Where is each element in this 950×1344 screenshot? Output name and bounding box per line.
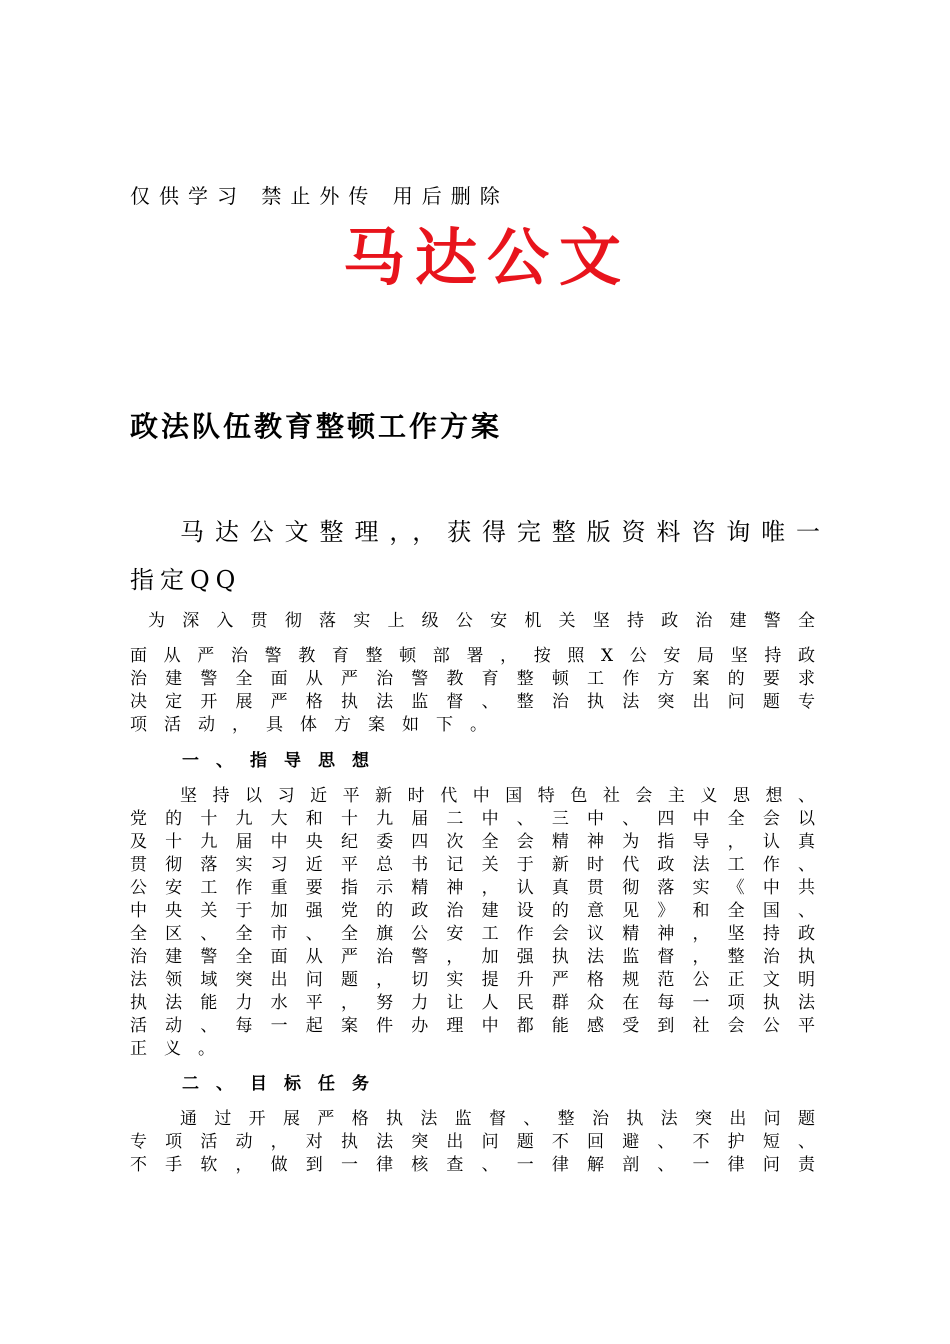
promo-line-1: 马达公文整理，，获得完整版资料咨询唯一 bbox=[180, 518, 820, 546]
section1-line: 贯彻落实习近平总书记关于新时代政法工作、 bbox=[130, 855, 815, 875]
section1-line: 法领域突出问题，切实提升严格规范公正文明 bbox=[130, 970, 815, 990]
document-title: 政法队伍教育整顿工作方案 bbox=[130, 410, 503, 443]
intro-line: 项活动，具体方案如下。 bbox=[130, 715, 504, 735]
intro-line: 治建警全面从严治警教育整顿工作方案的要求 bbox=[130, 669, 815, 689]
section1-line: 正义。 bbox=[130, 1039, 232, 1059]
section1-line: 治建警全面从严治警，加强执法监督，整治执 bbox=[130, 947, 815, 967]
intro-line: 面从严治警教育整顿部署，按照X公安局坚持政 bbox=[130, 646, 815, 666]
section-heading-goals: 二、目标任务 bbox=[182, 1074, 386, 1094]
section1-line: 执法能力水平，努力让人民群众在每一项执法 bbox=[130, 993, 815, 1013]
section2-line: 通过开展严格执法监督、整治执法突出问题 bbox=[180, 1109, 815, 1129]
promo-line-2: 指定QQ bbox=[130, 566, 242, 594]
intro-line: 决定开展严格执法监督、整治执法突出问题专 bbox=[130, 692, 815, 712]
usage-notice: 仅供学习 禁止外传 用后删除 bbox=[130, 184, 509, 208]
section-heading-guiding-thought: 一、指导思想 bbox=[182, 751, 386, 771]
section1-line: 全区、全市、全旗公安工作会议精神，坚持政 bbox=[130, 924, 815, 944]
section1-line: 党的十九大和十九届二中、三中、四中全会以 bbox=[130, 809, 815, 829]
section1-line: 及十九届中央纪委四次全会精神为指导，认真 bbox=[130, 832, 815, 852]
section1-line: 活动、每一起案件办理中都能感受到社会公平 bbox=[130, 1016, 815, 1036]
intro-line: 为深入贯彻落实上级公安机关坚持政治建警全 bbox=[148, 611, 815, 631]
section1-line: 坚持以习近平新时代中国特色社会主义思想、 bbox=[180, 786, 815, 806]
section2-line: 不手软，做到一律核查、一律解剖、一律问责 bbox=[130, 1155, 815, 1175]
section1-line: 公安工作重要指示精神，认真贯彻落实《中共 bbox=[130, 878, 815, 898]
brand-watermark: 马达公文 bbox=[343, 221, 632, 294]
section1-line: 中央关于加强党的政治建设的意见》和全国、 bbox=[130, 901, 815, 921]
section2-line: 专项活动，对执法突出问题不回避、不护短、 bbox=[130, 1132, 815, 1152]
